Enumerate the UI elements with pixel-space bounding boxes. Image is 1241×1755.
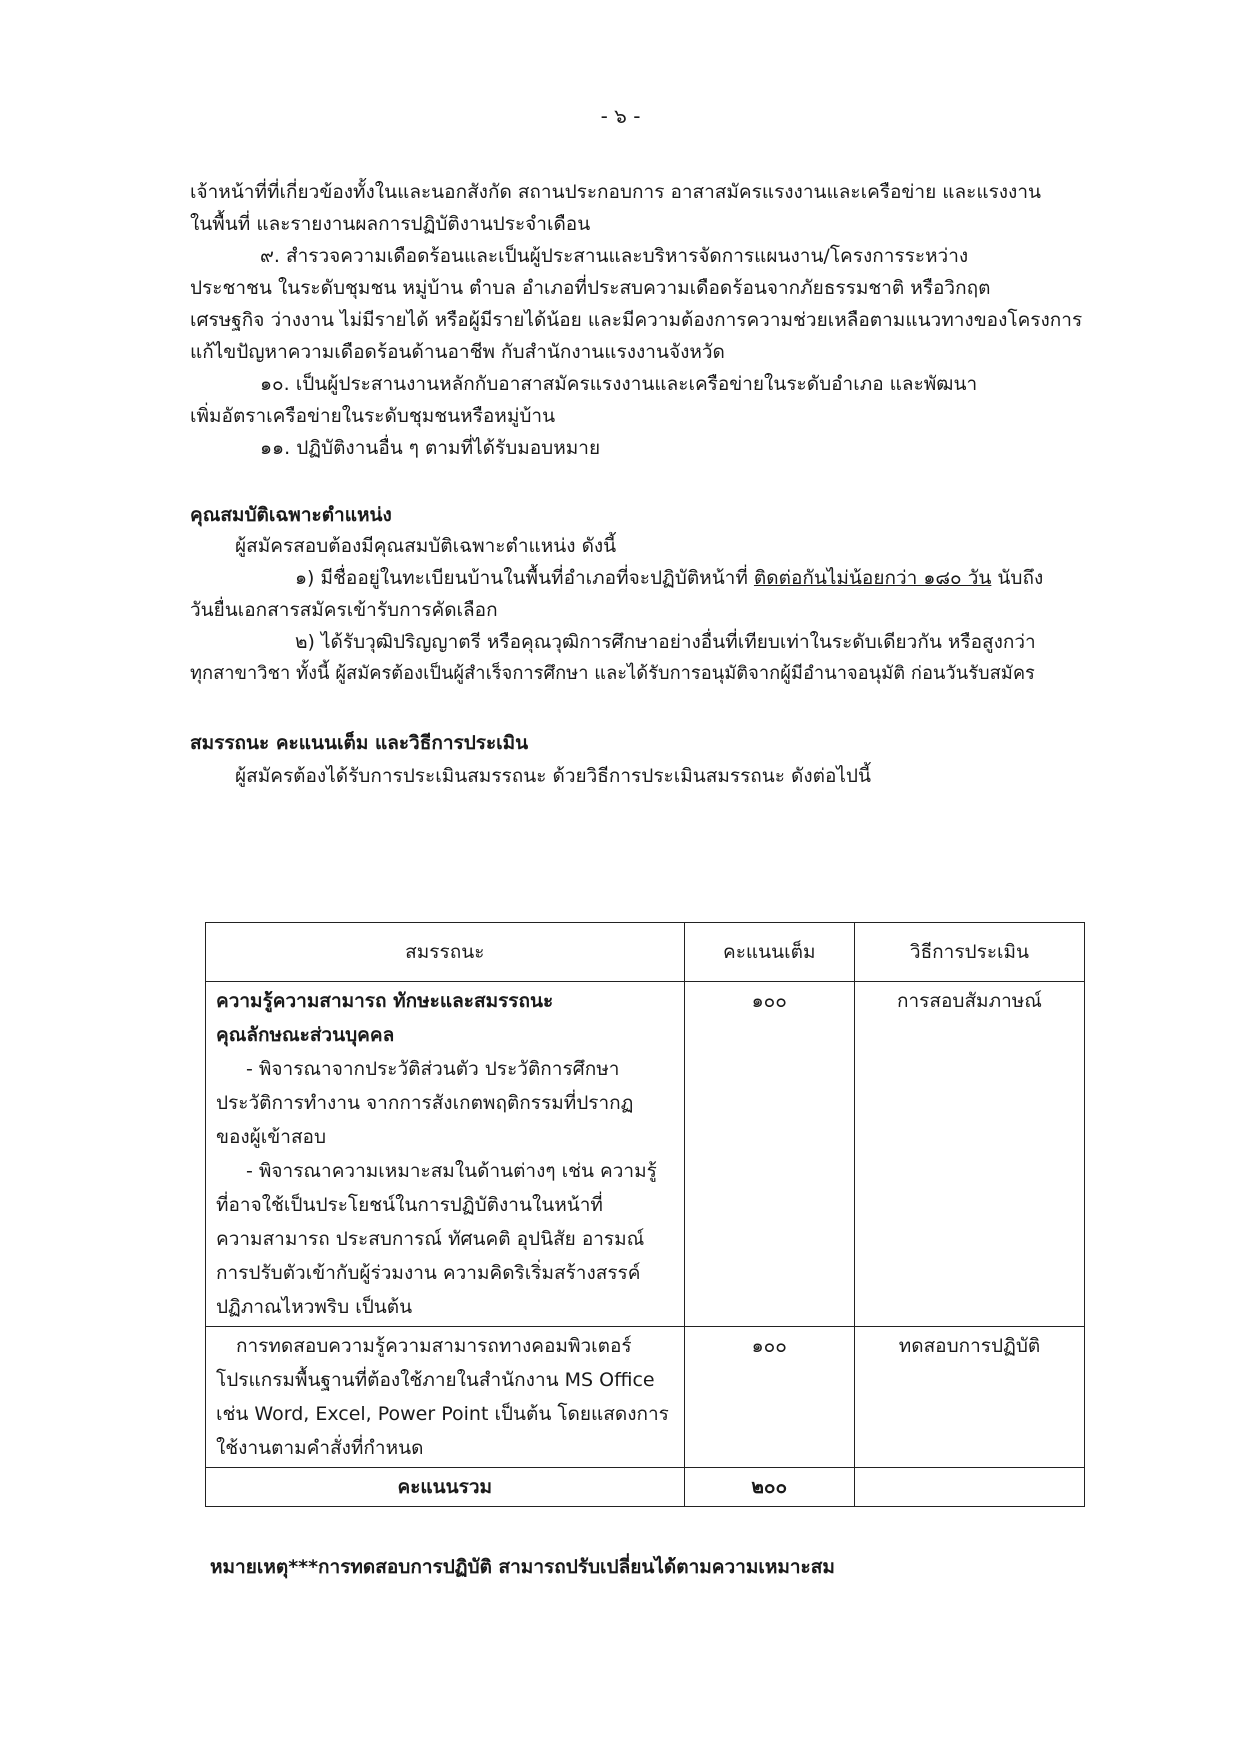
row1-title-line: คุณลักษณะส่วนบุคคล [216, 1024, 395, 1046]
qualification-1-line-1 [190, 562, 1075, 594]
competency-intro: ผู้สมัครต้องได้รับการประเมินสมรรถนะ ด้วยวิธีการประเมินสมรรถนะ ดังต่อไปนี้ [235, 765, 871, 787]
header-full-score: คะแนนเต็ม [684, 923, 854, 982]
text-line: ๑๐. เป็นผู้ประสานงานหลักกับอาสาสมัครแรงงานและเครือข่ายในระดับอำเภอ และพัฒนา [260, 373, 978, 395]
item-9 [190, 240, 1083, 368]
row1-line: ปฏิภาณไหวพริบ เป็นต้น [216, 1296, 413, 1318]
row1-line: - พิจารณาความเหมาะสมในด้านต่างๆ เช่น ความรู้ [246, 1160, 657, 1182]
item-10 [190, 368, 1075, 432]
qualification-2-line-2: ทุกสาขาวิชา ทั้งนี้ ผู้สมัครต้องเป็นผู้สำเร็จการศึกษา และได้รับการอนุมัติจากผู้มีอำนาจอนุมัติ ก่อนวันรับสมัคร [190, 663, 1035, 684]
qualifications-intro: ผู้สมัครสอบต้องมีคุณสมบัติเฉพาะตำแหน่ง ดังนี้ [235, 535, 617, 557]
row1-title-line: ความรู้ความสามารถ ทักษะและสมรรถนะ [216, 990, 554, 1012]
row2-line: การทดสอบความรู้ความสามารถทางคอมพิวเตอร์ [236, 1335, 632, 1357]
total-label: คะแนนรวม [206, 1468, 685, 1507]
row1-line: ความสามารถ ประสบการณ์ ทัศนคติ อุปนิสัย อารมณ์ [216, 1228, 645, 1250]
row1-line: ของผู้เข้าสอบ [216, 1126, 327, 1148]
header-method: วิธีการประเมิน [854, 923, 1084, 982]
table-row [206, 1327, 1085, 1468]
qualifications-heading: คุณสมบัติเฉพาะตำแหน่ง [190, 504, 392, 526]
competency-intro-paragraph [190, 760, 1075, 792]
table-row [206, 982, 1085, 1327]
row1-line: ประวัติการทำงาน จากการสังเกตพฤติกรรมที่ปรากฏ [216, 1092, 634, 1114]
competency-cell [206, 982, 685, 1327]
note: หมายเหตุ***การทดสอบการปฏิบัติ สามารถปรับเปลี่ยนได้ตามความเหมาะสม [210, 1556, 835, 1578]
row2-score: ๑๐๐ [684, 1327, 854, 1468]
row1-line: - พิจารณาจากประวัติส่วนตัว ประวัติการศึกษา [246, 1058, 620, 1080]
row1-method: การสอบสัมภาษณ์ [854, 982, 1084, 1327]
text-line: เศรษฐกิจ ว่างงาน ไม่มีรายได้ หรือผู้มีรายได้น้อย และมีความต้องการความช่วยเหลือตามแนวทางของโครงการ [190, 309, 1083, 331]
competency-cell [206, 1327, 685, 1468]
table-total-row [206, 1468, 1085, 1507]
text-line: เพิ่มอัตราเครือข่ายในระดับชุมชนหรือหมู่บ้าน [190, 405, 556, 427]
q1-underlined: ติดต่อกันไม่น้อยกว่า ๑๘๐ วัน [753, 567, 992, 589]
row1-line: การปรับตัวเข้ากับผู้ร่วมงาน ความคิดริเริ่มสร้างสรรค์ [216, 1262, 641, 1284]
intro-paragraph [190, 176, 1075, 240]
text-line: ประชาชน ในระดับชุมชน หมู่บ้าน ตำบล อำเภอที่ประสบความเดือดร้อนจากภัยธรรมชาติ หรือวิกฤต [190, 277, 991, 299]
text-line: ๙. สำรวจความเดือดร้อนและเป็นผู้ประสานและบริหารจัดการแผนงาน/โครงการระหว่าง [260, 245, 969, 267]
page-number: - ๖ - [600, 104, 641, 128]
text-line: ในพื้นที่ และรายงานผลการปฏิบัติงานประจำเดือน [190, 213, 591, 235]
competency-heading: สมรรถนะ คะแนนเต็ม และวิธีการประเมิน [190, 732, 529, 754]
text-line: เจ้าหน้าที่ที่เกี่ยวข้องทั้งในและนอกสังกัด สถานประกอบการ อาสาสมัครแรงงานและเครือข่าย และแรงงาน [190, 181, 1041, 203]
q1-prefix: ๑) มีชื่ออยู่ในทะเบียนบ้านในพื้นที่อำเภอที่จะปฏิบัติหน้าที่ [295, 567, 754, 589]
text-line: แก้ไขปัญหาความเดือดร้อนด้านอาชีพ กับสำนักงานแรงงานจังหวัด [190, 341, 725, 363]
qualification-2-line-1: ๒) ได้รับวุฒิปริญญาตรี หรือคุณวุฒิการศึกษาอย่างอื่นที่เทียบเท่าในระดับเดียวกัน หรือสูงกว่า [295, 631, 1036, 653]
table-header-row [206, 923, 1085, 982]
competency-table [205, 922, 1085, 1507]
row2-method: ทดสอบการปฏิบัติ [854, 1327, 1084, 1468]
row2-line: ใช้งานตามคำสั่งที่กำหนด [216, 1437, 424, 1459]
row2-line: โปรแกรมพื้นฐานที่ต้องใช้ภายในสำนักงาน MS Office [216, 1369, 655, 1391]
qualifications-body [190, 530, 1075, 690]
header-competency: สมรรถนะ [206, 923, 685, 982]
total-score: ๒๐๐ [684, 1468, 854, 1507]
text-line: ๑๑. ปฏิบัติงานอื่น ๆ ตามที่ได้รับมอบหมาย [260, 437, 601, 459]
row1-line: ที่อาจใช้เป็นประโยชน์ในการปฏิบัติงานในหน้าที่ [216, 1194, 603, 1216]
total-method-empty [854, 1468, 1084, 1507]
item-11 [190, 432, 1075, 464]
q1-suffix: นับถึง [991, 567, 1044, 589]
qualification-1-line-2: วันยื่นเอกสารสมัครเข้ารับการคัดเลือก [190, 599, 498, 621]
row2-line: เช่น Word, Excel, Power Point เป็นต้น โดยแสดงการ [216, 1403, 669, 1425]
row1-score: ๑๐๐ [684, 982, 854, 1327]
